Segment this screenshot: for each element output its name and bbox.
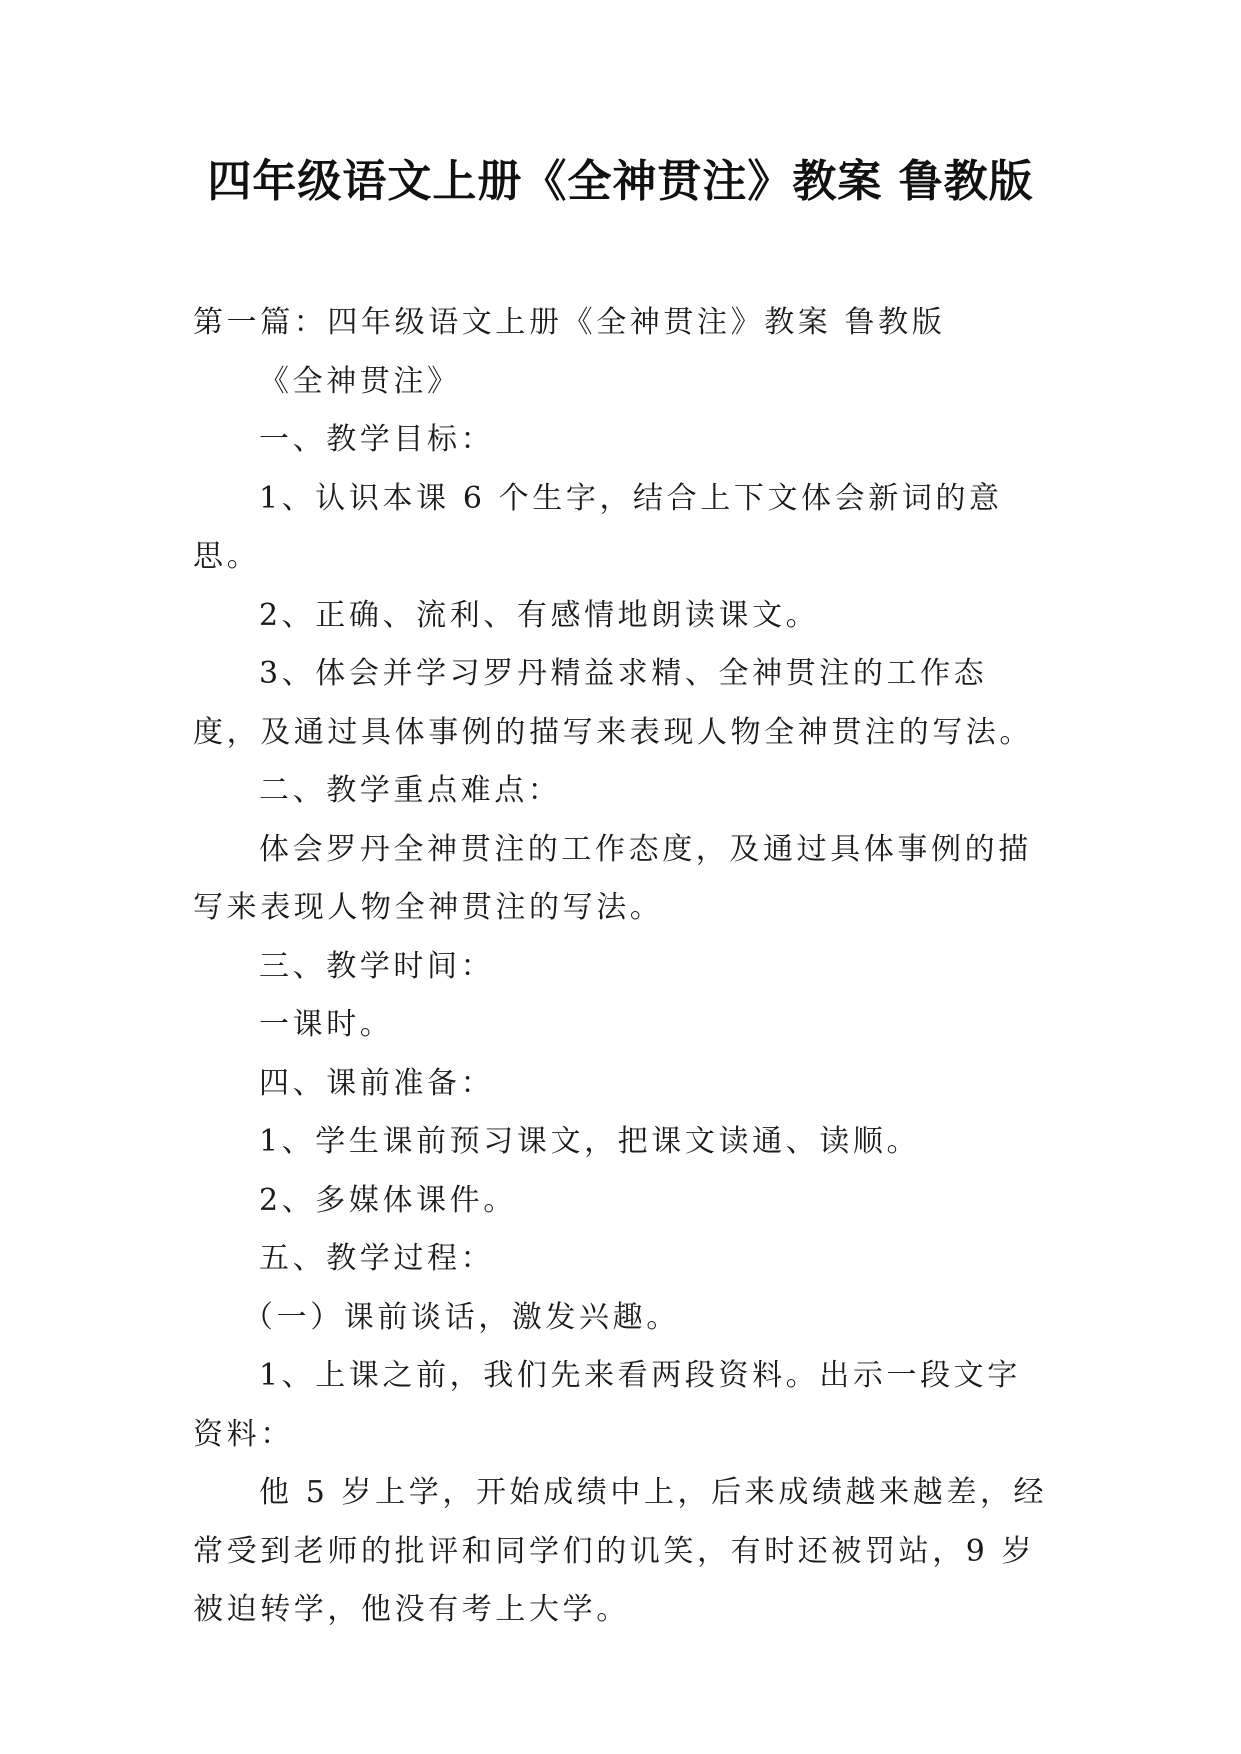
document-body [193,294,1053,1640]
paragraph-time: 一课时。 [259,1007,394,1042]
paragraph-material: 他 5 岁上学，开始成绩中上，后来成绩越来越差，经常受到老师的批评和同学们的讥笑，有时还被罚站，9 岁被迫转学，他没有考上大学。 [193,1475,1048,1627]
paragraph-prep-1: 1、学生课前预习课文，把课文读通、读顺。 [259,1124,921,1159]
paragraph-key-points: 体会罗丹全神贯注的工作态度，及通过具体事例的描写来表现人物全神贯注的写法。 [193,831,1032,925]
paragraph-time-heading: 三、教学时间： [259,948,495,984]
paragraph-prep-2: 2、多媒体课件。 [259,1182,517,1218]
paragraph-key-points-heading: 二、教学重点难点： [259,773,562,808]
paragraph-process-step-1: （一）课前谈话，激发兴趣。 [243,1299,680,1335]
paragraph-section-heading: 第一篇：四年级语文上册《全神贯注》教案 鲁教版 [193,305,946,340]
paragraph-goal-1: 1、认识本课 6 个生字，结合上下文体会新词的意思。 [193,480,1003,574]
paragraph-goal-2: 2、正确、流利、有感情地朗读课文。 [259,597,820,633]
paragraph-goals-heading: 一、教学目标： [259,422,495,457]
paragraph-lesson-title: 《全神贯注》 [259,363,461,399]
paragraph-process-item-1: 1、上课之前，我们先来看两段资料。出示一段文字资料： [193,1358,1021,1452]
paragraph-process-heading: 五、教学过程： [259,1241,495,1276]
document-title: 四年级语文上册《全神贯注》教案 鲁教版 [207,156,1034,207]
paragraph-goal-3: 3、体会并学习罗丹精益求精、全神贯注的工作态度，及通过具体事例的描写来表现人物全神贯注的写法。 [193,656,1033,750]
paragraph-prep-heading: 四、课前准备： [259,1065,495,1101]
